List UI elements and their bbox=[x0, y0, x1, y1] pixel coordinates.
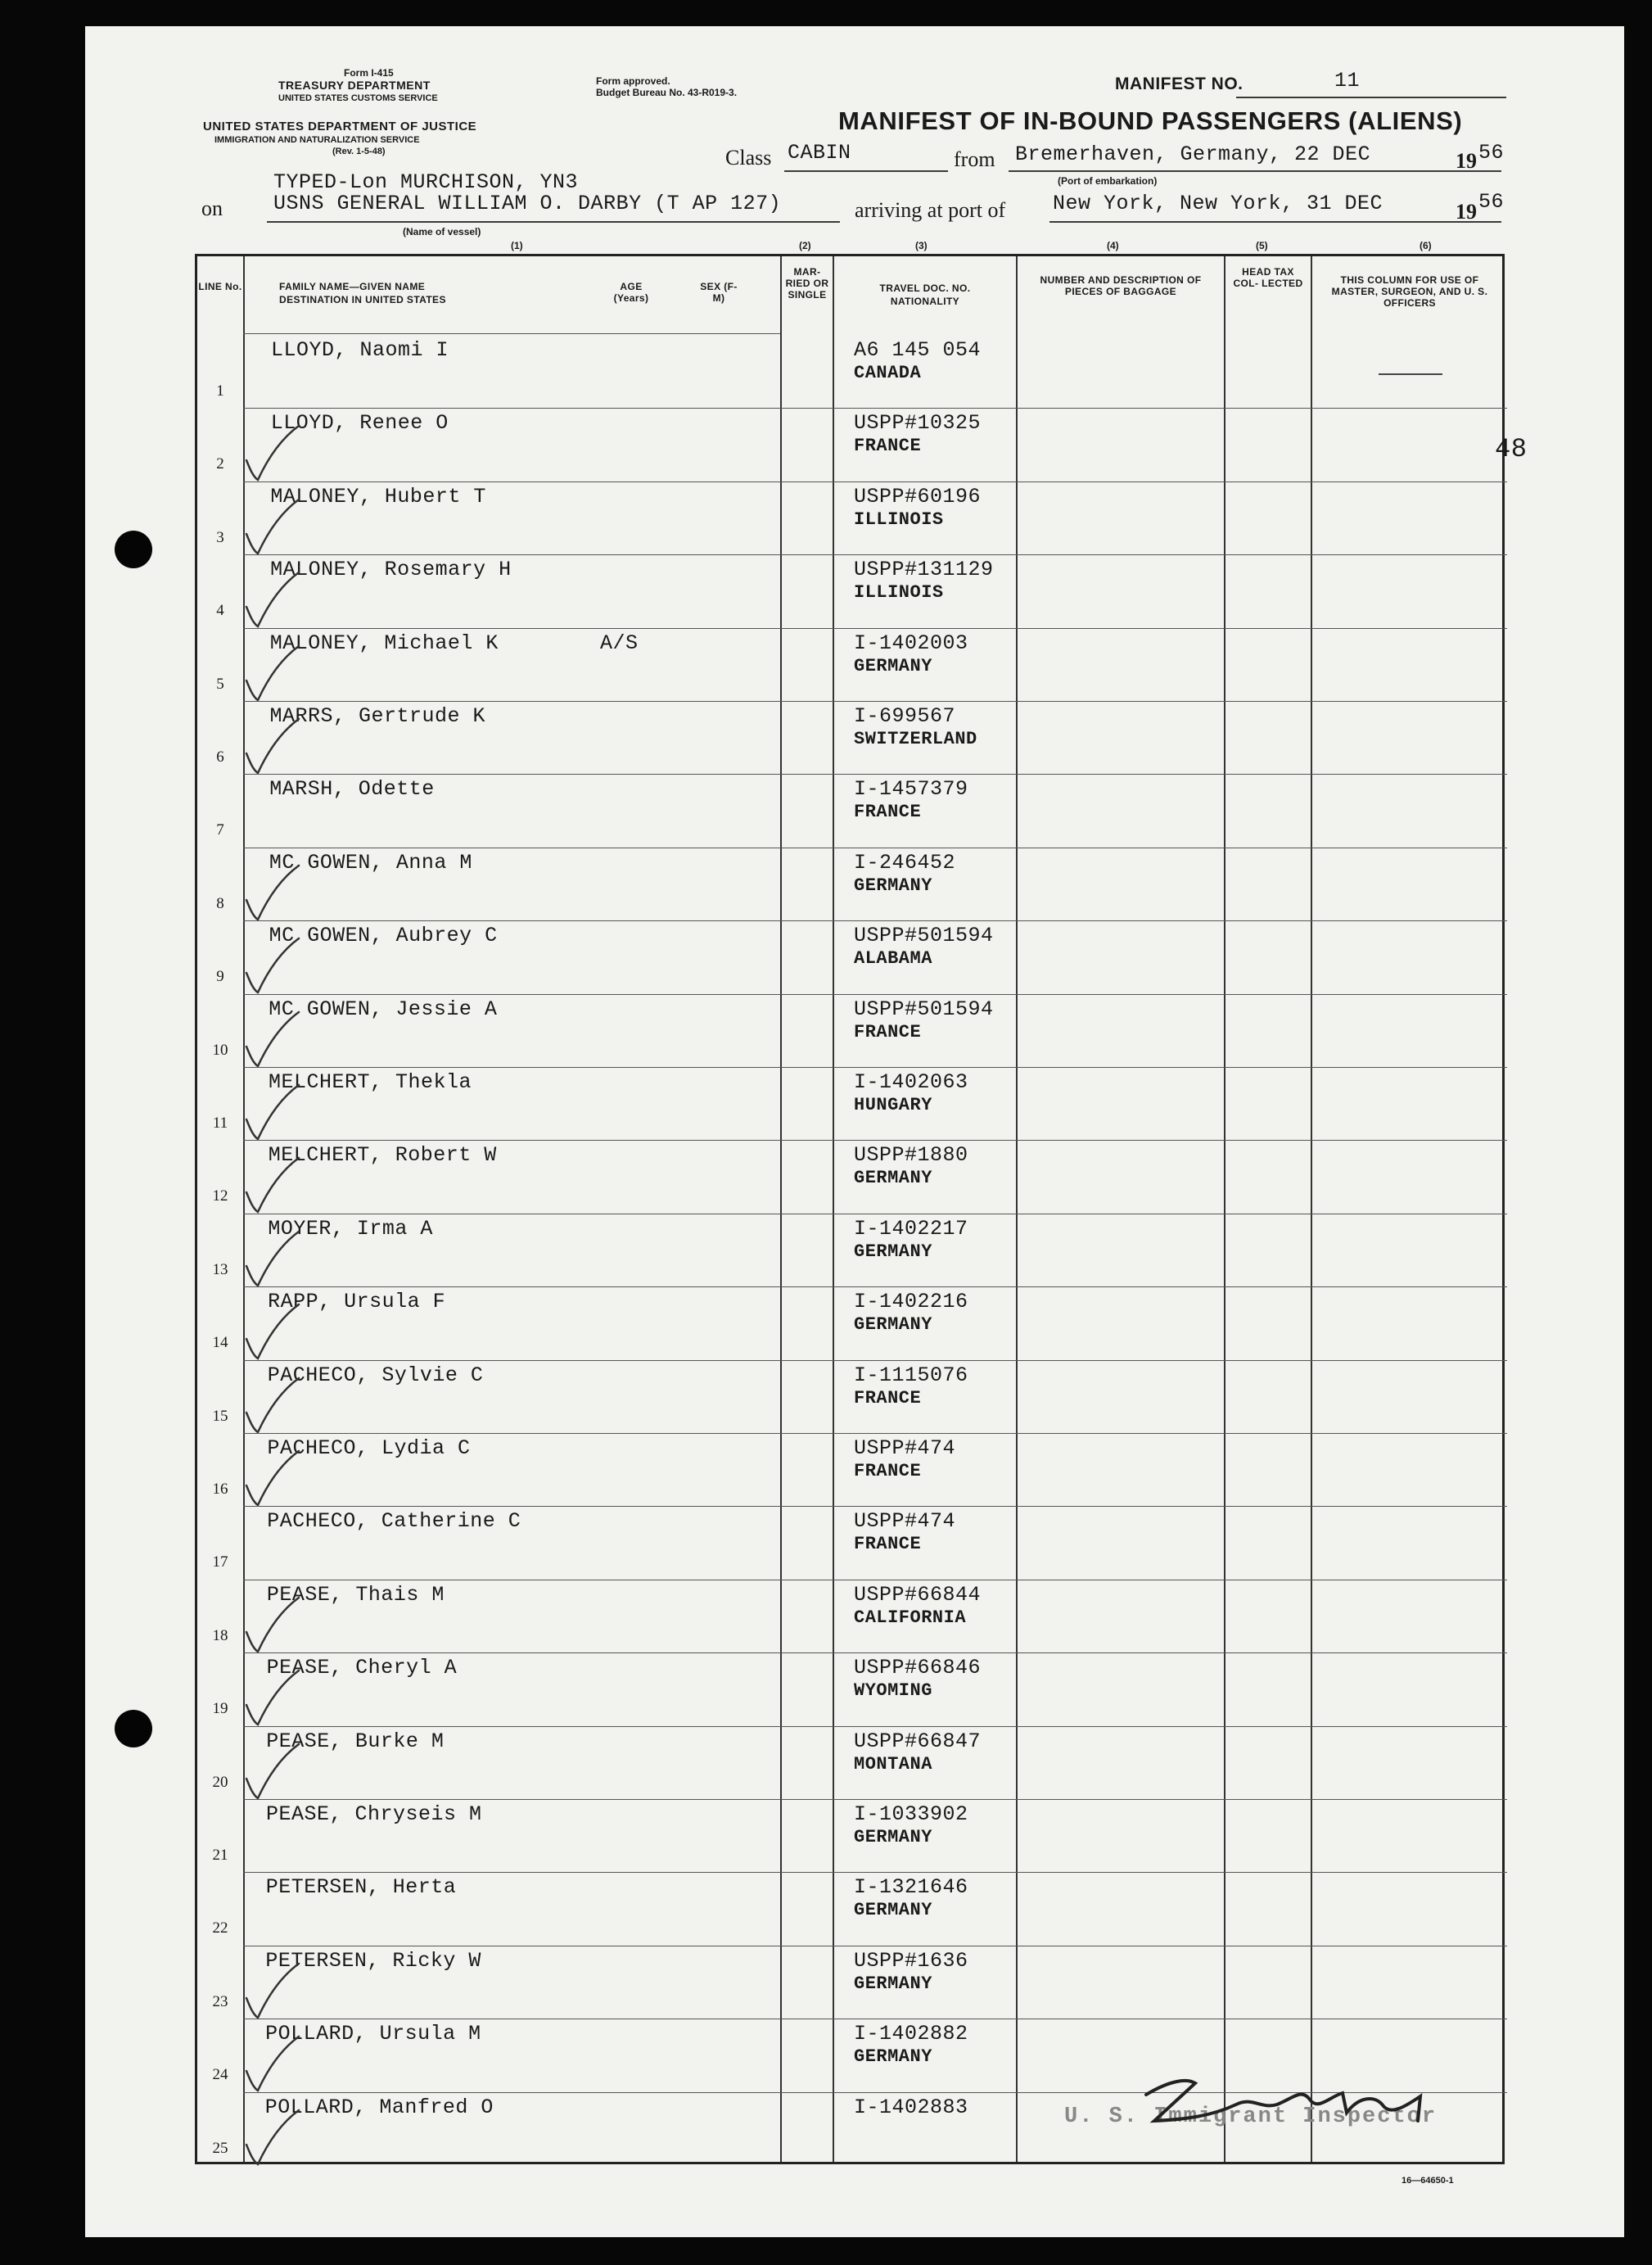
row-divider bbox=[243, 920, 1507, 921]
col-family-name: FAMILY NAME—GIVEN NAME bbox=[279, 281, 426, 292]
row-divider bbox=[243, 1067, 1507, 1068]
nationality: FRANCE bbox=[854, 1021, 922, 1042]
check-mark bbox=[240, 2032, 305, 2097]
passenger-name: MC GOWEN, Aubrey C bbox=[269, 924, 498, 948]
check-mark bbox=[240, 1666, 305, 1731]
treasury-department: TREASURY DEPARTMENT bbox=[278, 79, 431, 92]
travel-doc-number: I-1402883 bbox=[854, 2095, 968, 2119]
col-divider bbox=[833, 256, 834, 2162]
travel-doc-number: I-1321646 bbox=[854, 1875, 968, 1900]
inspector-signature bbox=[1138, 2072, 1449, 2137]
nationality: FRANCE bbox=[854, 1534, 922, 1555]
check-mark bbox=[240, 1739, 305, 1805]
check-mark bbox=[240, 2105, 305, 2171]
row-divider bbox=[243, 701, 1507, 702]
col-divider bbox=[1224, 256, 1225, 2162]
row-divider bbox=[243, 1286, 1507, 1287]
travel-doc-number: USPP#10325 bbox=[854, 411, 982, 436]
line-number: 2 bbox=[216, 455, 224, 473]
class-label: Class bbox=[725, 146, 772, 170]
line-number: 15 bbox=[212, 1407, 228, 1425]
check-mark bbox=[240, 1959, 305, 2024]
nationality: CALIFORNIA bbox=[854, 1607, 967, 1628]
row-divider bbox=[243, 1799, 1507, 1800]
nationality: GERMANY bbox=[854, 1900, 932, 1921]
nationality: MONTANA bbox=[854, 1753, 932, 1774]
embarkation-caption: (Port of embarkation) bbox=[1058, 175, 1158, 187]
line-number: 10 bbox=[212, 1041, 228, 1059]
nationality: GERMANY bbox=[854, 1973, 932, 1994]
col-married: MAR- RIED OR SINGLE bbox=[785, 266, 829, 301]
check-mark bbox=[240, 934, 305, 999]
row-divider bbox=[243, 408, 1507, 409]
passenger-name: MARSH, Odette bbox=[269, 777, 435, 802]
line-number: 25 bbox=[212, 2139, 228, 2157]
nationality: ILLINOIS bbox=[854, 582, 944, 604]
travel-doc-number: USPP#1636 bbox=[854, 1948, 968, 1973]
passenger-name: PACHECO, Catherine C bbox=[267, 1509, 521, 1534]
travel-doc-number: USPP#131129 bbox=[854, 558, 994, 582]
col-officers: THIS COLUMN FOR USE OF MASTER, SURGEON, AND U. S. OFFICERS bbox=[1331, 274, 1488, 309]
check-mark bbox=[240, 421, 305, 486]
line-number: 13 bbox=[212, 1260, 228, 1278]
row-divider bbox=[243, 1506, 1507, 1507]
line-number: 21 bbox=[212, 1847, 228, 1864]
travel-doc-number: I-1402217 bbox=[854, 1216, 968, 1241]
nationality: ILLINOIS bbox=[854, 509, 944, 530]
passenger-name: MELCHERT, Robert W bbox=[268, 1143, 497, 1168]
line-number: 5 bbox=[216, 675, 224, 693]
line-number: 11 bbox=[212, 1114, 228, 1132]
check-mark bbox=[240, 1593, 305, 1658]
line-number: 1 bbox=[216, 382, 224, 400]
nationality: ALABAMA bbox=[854, 948, 932, 970]
line-number: 17 bbox=[212, 1553, 228, 1571]
revision: (Rev. 1-5-48) bbox=[332, 147, 386, 156]
travel-doc-number: USPP#66846 bbox=[854, 1656, 982, 1680]
check-mark bbox=[240, 1300, 305, 1365]
vessel-name: USNS GENERAL WILLIAM O. DARBY (T AP 127) bbox=[273, 192, 782, 215]
budget-bureau: Budget Bureau No. 43-R019-3. bbox=[596, 87, 738, 98]
travel-doc-number: USPP#474 bbox=[854, 1509, 956, 1534]
arrival-year: 56 bbox=[1478, 190, 1505, 214]
nationality: WYOMING bbox=[854, 1680, 932, 1702]
passenger-table bbox=[195, 254, 1505, 2164]
arrival-year-prefix: 19 bbox=[1456, 200, 1477, 224]
on-label: on bbox=[201, 197, 223, 220]
check-mark bbox=[240, 861, 305, 926]
passenger-name: MC GOWEN, Jessie A bbox=[269, 997, 498, 1021]
colnum-6: (6) bbox=[1420, 240, 1432, 251]
nationality: GERMANY bbox=[854, 1314, 932, 1336]
department-of-justice: UNITED STATES DEPARTMENT OF JUSTICE bbox=[203, 120, 477, 133]
line-number: 18 bbox=[212, 1626, 228, 1644]
col-baggage: NUMBER AND DESCRIPTION OF PIECES OF BAGGAGE bbox=[1040, 274, 1202, 297]
embarkation-port: Bremerhaven, Germany, 22 DEC bbox=[1015, 142, 1371, 166]
nationality: FRANCE bbox=[854, 436, 922, 457]
col-destination: DESTINATION IN UNITED STATES bbox=[279, 294, 446, 305]
binder-hole-top bbox=[115, 531, 152, 568]
nationality: GERMANY bbox=[854, 2046, 932, 2068]
col-sex: SEX (F-M) bbox=[700, 281, 738, 304]
travel-doc-number: A6 145 054 bbox=[854, 338, 982, 362]
travel-doc-number: USPP#474 bbox=[854, 1436, 956, 1460]
arriving-label: arriving at port of bbox=[855, 198, 1006, 222]
line-number: 16 bbox=[212, 1481, 228, 1498]
check-mark bbox=[240, 714, 305, 780]
passenger-name: MARRS, Gertrude K bbox=[269, 704, 486, 728]
customs-service: UNITED STATES CUSTOMS SERVICE bbox=[278, 93, 438, 103]
line-number: 19 bbox=[212, 1700, 228, 1718]
colnum-5: (5) bbox=[1256, 240, 1268, 251]
passenger-name: RAPP, Ursula F bbox=[268, 1290, 446, 1314]
line-number: 9 bbox=[216, 968, 224, 986]
margin-note: 48 bbox=[1495, 434, 1528, 464]
nationality: FRANCE bbox=[854, 802, 922, 823]
travel-doc-number: I-246452 bbox=[854, 850, 956, 875]
passenger-name: PACHECO, Sylvie C bbox=[267, 1363, 484, 1387]
nationality: FRANCE bbox=[854, 1387, 922, 1408]
row-divider bbox=[243, 994, 1507, 995]
line-number: 20 bbox=[212, 1773, 228, 1791]
passenger-name: PEASE, Burke M bbox=[266, 1729, 445, 1753]
typed-by: TYPED-Lon MURCHISON, YN3 bbox=[273, 170, 579, 194]
class-value: CABIN bbox=[788, 141, 851, 165]
vessel-caption: (Name of vessel) bbox=[403, 226, 481, 237]
form-number: Form I-415 bbox=[344, 67, 394, 79]
line-number: 4 bbox=[216, 602, 224, 620]
row-divider bbox=[243, 554, 1507, 555]
embarkation-year: 56 bbox=[1478, 141, 1505, 165]
passenger-age: A/S bbox=[600, 631, 639, 655]
row-divider bbox=[243, 1140, 1507, 1141]
colnum-2: (2) bbox=[799, 240, 811, 251]
passenger-name: LLOYD, Naomi I bbox=[271, 338, 449, 362]
check-mark bbox=[240, 1153, 305, 1218]
passenger-name: LLOYD, Renee O bbox=[270, 411, 449, 436]
footer-code: 16—64650-1 bbox=[1401, 2176, 1454, 2186]
passenger-name: MOYER, Irma A bbox=[268, 1216, 433, 1241]
col-age: AGE (Years) bbox=[613, 281, 649, 304]
manifest-no-label: MANIFEST NO. bbox=[1115, 75, 1244, 93]
arrival-port: New York, New York, 31 DEC bbox=[1053, 192, 1383, 215]
passenger-name: POLLARD, Manfred O bbox=[264, 2095, 494, 2119]
check-mark bbox=[240, 1446, 305, 1512]
line-number: 6 bbox=[216, 748, 224, 766]
row-divider bbox=[243, 628, 1507, 629]
header-rule bbox=[243, 333, 780, 334]
travel-doc-number: I-1033902 bbox=[854, 1802, 968, 1826]
check-mark bbox=[240, 641, 305, 707]
check-mark bbox=[240, 1227, 305, 1292]
colnum-1: (1) bbox=[511, 240, 523, 251]
manifest-title: MANIFEST OF IN-BOUND PASSENGERS (ALIENS) bbox=[838, 106, 1463, 135]
line-number: 3 bbox=[216, 528, 224, 546]
col-divider bbox=[780, 256, 782, 2162]
travel-doc-number: USPP#66847 bbox=[854, 1729, 982, 1753]
travel-doc-number: USPP#501594 bbox=[854, 924, 994, 948]
passenger-name: POLLARD, Ursula M bbox=[265, 2022, 481, 2046]
col-divider bbox=[1311, 256, 1312, 2162]
binder-hole-bottom bbox=[115, 1710, 152, 1747]
travel-doc-number: I-1457379 bbox=[854, 777, 968, 802]
col-head-tax: HEAD TAX COL- LECTED bbox=[1233, 266, 1303, 289]
row-divider bbox=[243, 1726, 1507, 1727]
nationality: GERMANY bbox=[854, 655, 932, 676]
line-number: 7 bbox=[216, 821, 224, 839]
travel-doc-number: I-1115076 bbox=[854, 1363, 968, 1387]
col-line-no: LINE No. bbox=[198, 281, 242, 292]
check-mark bbox=[240, 1007, 305, 1073]
travel-doc-number: I-1402216 bbox=[854, 1290, 968, 1314]
travel-doc-number: USPP#66844 bbox=[854, 1582, 982, 1607]
col-nationality: NATIONALITY bbox=[890, 296, 960, 307]
from-underline bbox=[1009, 170, 1501, 172]
ins-service: IMMIGRATION AND NATURALIZATION SERVICE bbox=[214, 135, 420, 145]
officer-dash-mark bbox=[1379, 373, 1442, 375]
travel-doc-number: USPP#60196 bbox=[854, 484, 982, 509]
nationality: CANADA bbox=[854, 363, 922, 383]
passenger-name: PETERSEN, Ricky W bbox=[265, 1948, 481, 1973]
class-underline bbox=[784, 170, 948, 172]
passenger-name: MALONEY, Hubert T bbox=[270, 484, 486, 509]
line-number: 8 bbox=[216, 894, 224, 912]
passenger-name: PEASE, Chryseis M bbox=[266, 1802, 482, 1826]
nationality: SWITZERLAND bbox=[854, 729, 977, 749]
row-divider bbox=[243, 1652, 1507, 1653]
check-mark bbox=[240, 567, 305, 633]
line-number: 22 bbox=[212, 1919, 228, 1937]
form-approved: Form approved. bbox=[596, 75, 670, 87]
nationality: GERMANY bbox=[854, 1827, 932, 1847]
passenger-name: MALONEY, Michael K bbox=[269, 631, 499, 655]
manifest-no-underline bbox=[1236, 97, 1506, 98]
passenger-name: PEASE, Cheryl A bbox=[266, 1656, 458, 1680]
travel-doc-number: I-1402063 bbox=[854, 1070, 968, 1094]
row-divider bbox=[243, 1433, 1507, 1434]
passenger-name: MELCHERT, Thekla bbox=[269, 1070, 472, 1094]
travel-doc-number: I-1402003 bbox=[854, 631, 968, 655]
passenger-name: MC GOWEN, Anna M bbox=[269, 850, 472, 875]
row-divider bbox=[243, 1872, 1507, 1873]
inspector-stamp: U. S. Immigrant Inspector bbox=[1064, 2105, 1438, 2129]
check-mark bbox=[240, 1080, 305, 1146]
passenger-name: PETERSEN, Herta bbox=[265, 1875, 457, 1900]
passenger-name: PEASE, Thais M bbox=[266, 1582, 445, 1607]
nationality: GERMANY bbox=[854, 1168, 932, 1189]
travel-doc-number: USPP#1880 bbox=[854, 1143, 968, 1168]
line-number: 12 bbox=[212, 1187, 228, 1205]
passenger-name: PACHECO, Lydia C bbox=[267, 1436, 471, 1460]
line-number: 24 bbox=[212, 2066, 228, 2084]
travel-doc-number: I-1402882 bbox=[854, 2022, 968, 2046]
row-divider bbox=[243, 481, 1507, 482]
passenger-name: MALONEY, Rosemary H bbox=[270, 558, 512, 582]
nationality: FRANCE bbox=[854, 1461, 922, 1481]
arrival-underline bbox=[1049, 221, 1501, 223]
colnum-4: (4) bbox=[1107, 240, 1119, 251]
from-label: from bbox=[954, 147, 995, 171]
line-number: 14 bbox=[212, 1334, 228, 1352]
col-divider bbox=[1016, 256, 1018, 2162]
travel-doc-number: I-699567 bbox=[854, 704, 956, 728]
manifest-no: 11 bbox=[1334, 69, 1361, 93]
row-divider bbox=[243, 1360, 1507, 1361]
vessel-underline bbox=[267, 221, 840, 223]
nationality: GERMANY bbox=[854, 875, 932, 896]
nationality: HUNGARY bbox=[854, 1095, 932, 1115]
check-mark bbox=[240, 1373, 305, 1439]
travel-doc-number: USPP#501594 bbox=[854, 997, 994, 1021]
colnum-3: (3) bbox=[915, 240, 928, 251]
embarkation-year-prefix: 19 bbox=[1456, 149, 1477, 173]
col-travel-doc: TRAVEL DOC. NO. bbox=[879, 283, 971, 294]
check-mark bbox=[240, 495, 305, 560]
line-number: 23 bbox=[212, 1992, 228, 2010]
nationality: GERMANY bbox=[854, 1241, 932, 1262]
row-divider bbox=[243, 774, 1507, 775]
